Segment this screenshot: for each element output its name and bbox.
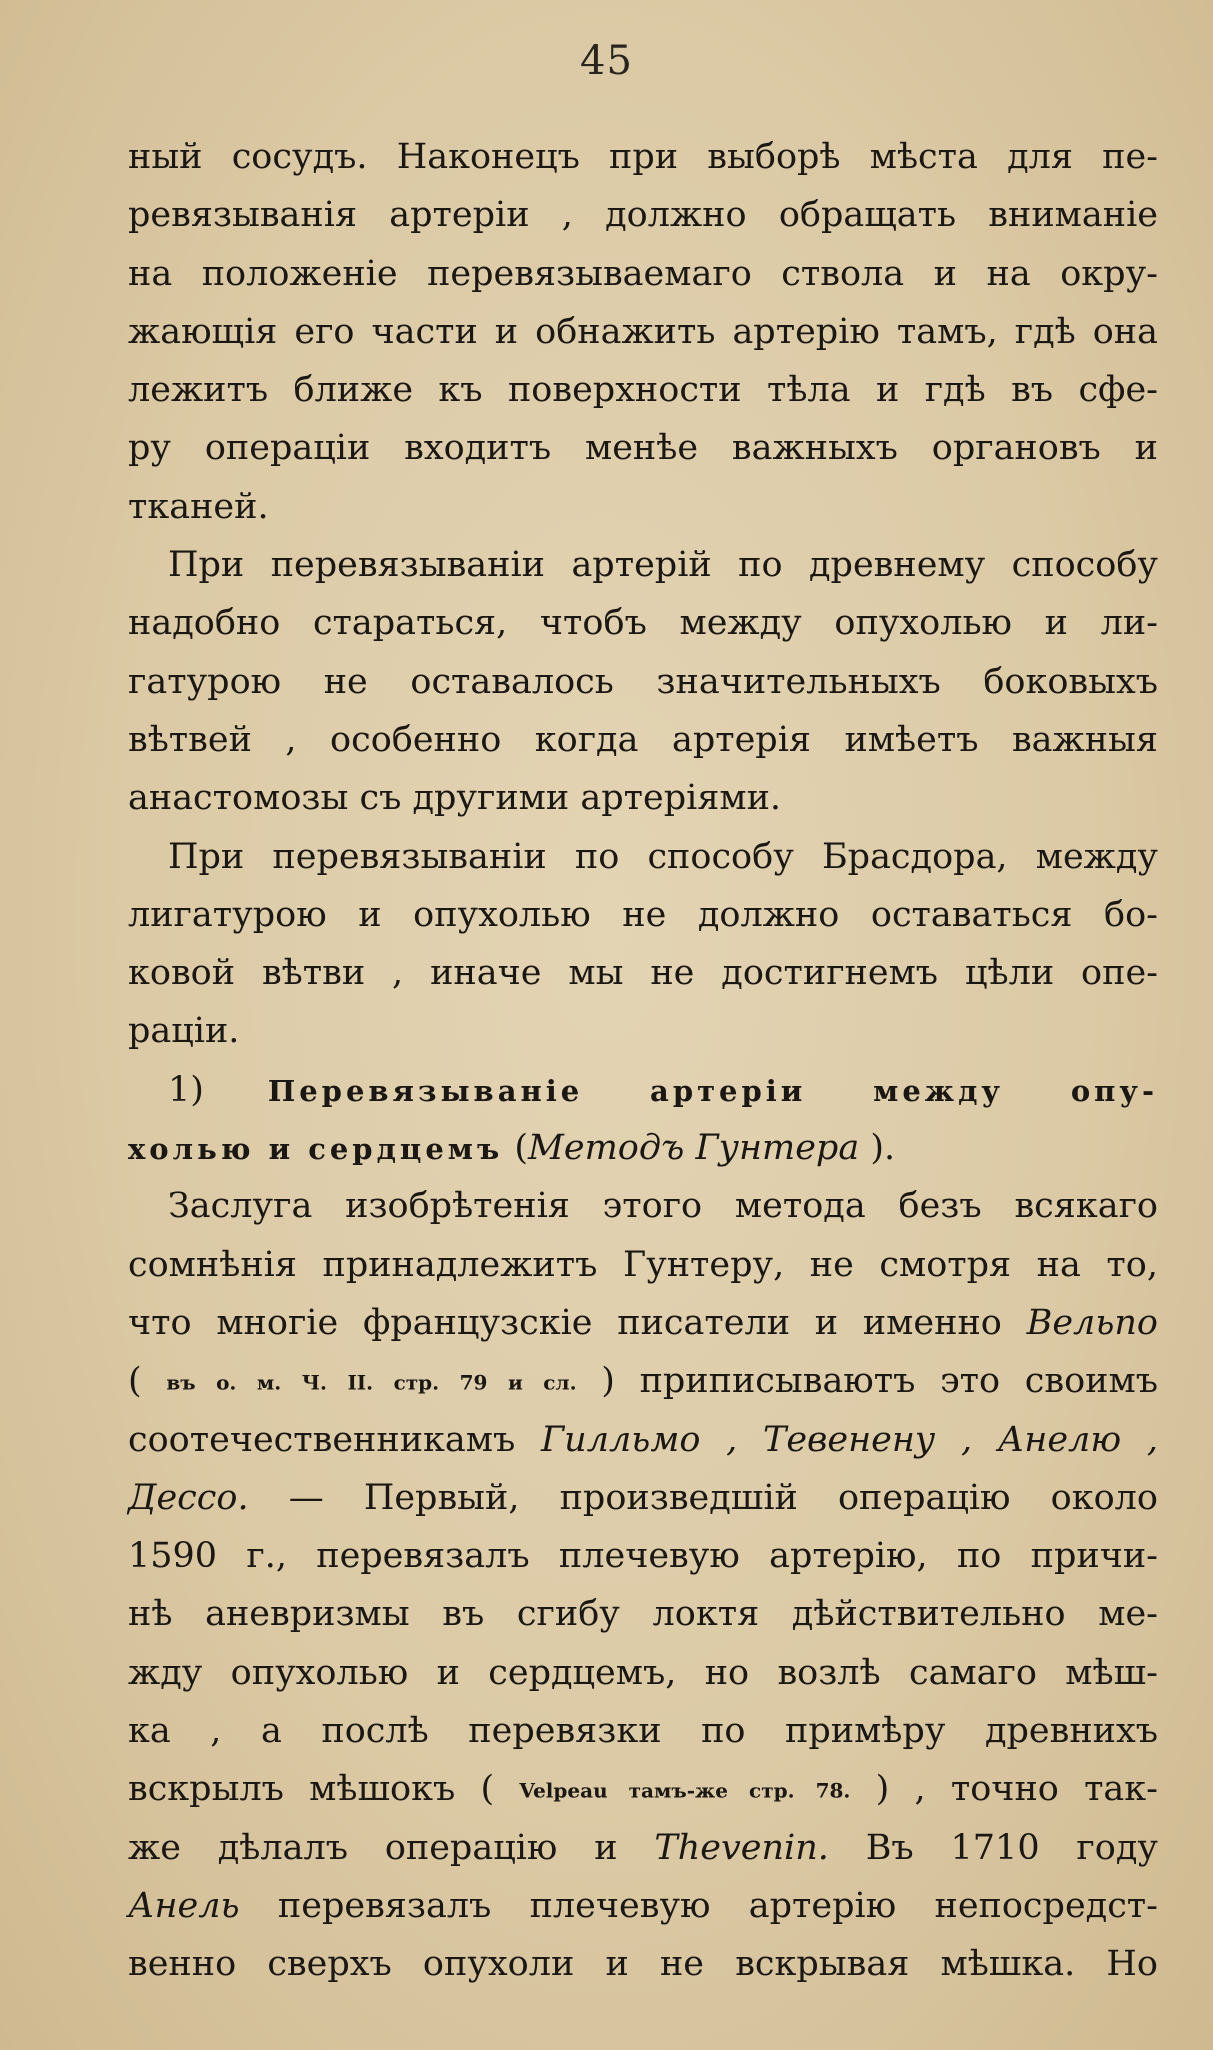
text-line: вѣтвей , особенно когда артерія имѣетъ важныя (128, 719, 1158, 760)
text-segment: соотечественникамъ (128, 1419, 516, 1460)
text-line: тканей. (128, 486, 269, 527)
section-heading-text: холью и сердцемъ (128, 1132, 504, 1167)
text-line (128, 1877, 1158, 1935)
text-line: жду опухолью и сердцемъ, но возлѣ самаго мѣш- (128, 1652, 1158, 1693)
paren: ) (601, 1361, 615, 1402)
page-number: 45 (580, 38, 633, 84)
method-name: Методъ Гунтера (528, 1128, 860, 1169)
section-heading-line (128, 1061, 1158, 1119)
text-line: на положеніе перевязываемаго ствола и на окру- (128, 253, 1158, 294)
text-segment: Въ 1710 году (865, 1827, 1158, 1868)
author-name: Вельпо (1026, 1302, 1158, 1343)
text-line: При перевязываніи артерій по древнему способу (168, 545, 1158, 586)
text-line: лигатурою и опухолью не должно оставаться бо- (128, 894, 1158, 935)
author-name: Thevenin. (654, 1827, 829, 1868)
text-line: гатурою не оставалось значительныхъ боковыхъ (128, 661, 1158, 702)
text-line: анастомозы съ другими артеріями. (128, 778, 782, 819)
text-segment: — Первый, произведшій операцію около (288, 1477, 1158, 1518)
text-segment: приписываютъ это своимъ (639, 1361, 1158, 1402)
citation: Velpeau тамъ-же стр. 78. (519, 1778, 851, 1803)
text-line: сомнѣнія принадлежитъ Гунтеру, не смотря на то, (128, 1244, 1158, 1285)
text-line: венно сверхъ опухоли и не вскрывая мѣшка. Но (128, 1944, 1158, 1985)
citation: въ о. м. Ч. II. стр. 79 и сл. (166, 1370, 577, 1395)
author-name: Дессо. (128, 1477, 249, 1518)
text-segment: что многіе французскіе писатели и именно (128, 1302, 1002, 1343)
text-line: надобно стараться, чтобъ между опухолью и ли- (128, 603, 1158, 644)
text-line (128, 1411, 1158, 1469)
text-line (128, 1469, 1158, 1527)
text-line: ка , а послѣ перевязки по примѣру древнихъ (128, 1711, 1158, 1752)
text-line: 1590 г., перевязалъ плечевую артерію, по причи- (128, 1536, 1158, 1577)
section-number: 1) (168, 1069, 204, 1110)
paren: ( (480, 1769, 495, 1810)
text-line: ревязыванія артеріи , должно обращать вниманіе (128, 195, 1158, 236)
text-segment: вскрылъ мѣшокъ (128, 1769, 456, 1810)
author-names: Гилльмо , Тевенену , Анелю , (541, 1419, 1158, 1460)
paren: ( (128, 1361, 142, 1402)
text-line: При перевязываніи по способу Брасдора, между (168, 836, 1158, 877)
text-line: лежитъ ближе къ поверхности тѣла и гдѣ въ сфе- (128, 370, 1158, 411)
text-segment: , точно так- (914, 1769, 1158, 1810)
text-line (128, 1294, 1158, 1352)
text-line: раціи. (128, 1011, 240, 1052)
text-line: Заслуга изобрѣтенія этого метода безъ всякаго (168, 1186, 1158, 1227)
text-line: ру операціи входитъ менѣе важныхъ органовъ и (128, 428, 1158, 469)
text-line: нѣ аневризмы въ сгибу локтя дѣйствительно ме- (128, 1594, 1158, 1635)
text-line (128, 1819, 1158, 1877)
paren: ( (514, 1128, 529, 1169)
paren: ). (870, 1128, 896, 1169)
text-segment: же дѣлалъ операцію и (128, 1827, 618, 1868)
section-heading-text: Перевязываніе артеріи между опу- (267, 1073, 1158, 1108)
paren: ) (875, 1769, 890, 1810)
body-text (128, 128, 1158, 1994)
text-segment: перевязалъ плечевую артерію непосредст- (277, 1885, 1158, 1926)
text-line: ковой вѣтви , иначе мы не достигнемъ цѣли опе- (128, 953, 1158, 994)
section-heading-line (128, 1119, 1158, 1177)
text-line: жающія его части и обнажить артерію тамъ, гдѣ она (128, 311, 1158, 352)
author-name: Анель (128, 1885, 240, 1926)
text-line (128, 1352, 1158, 1410)
text-line: ный сосудъ. Наконецъ при выборѣ мѣста для пе- (128, 137, 1158, 177)
text-line (128, 1760, 1158, 1818)
